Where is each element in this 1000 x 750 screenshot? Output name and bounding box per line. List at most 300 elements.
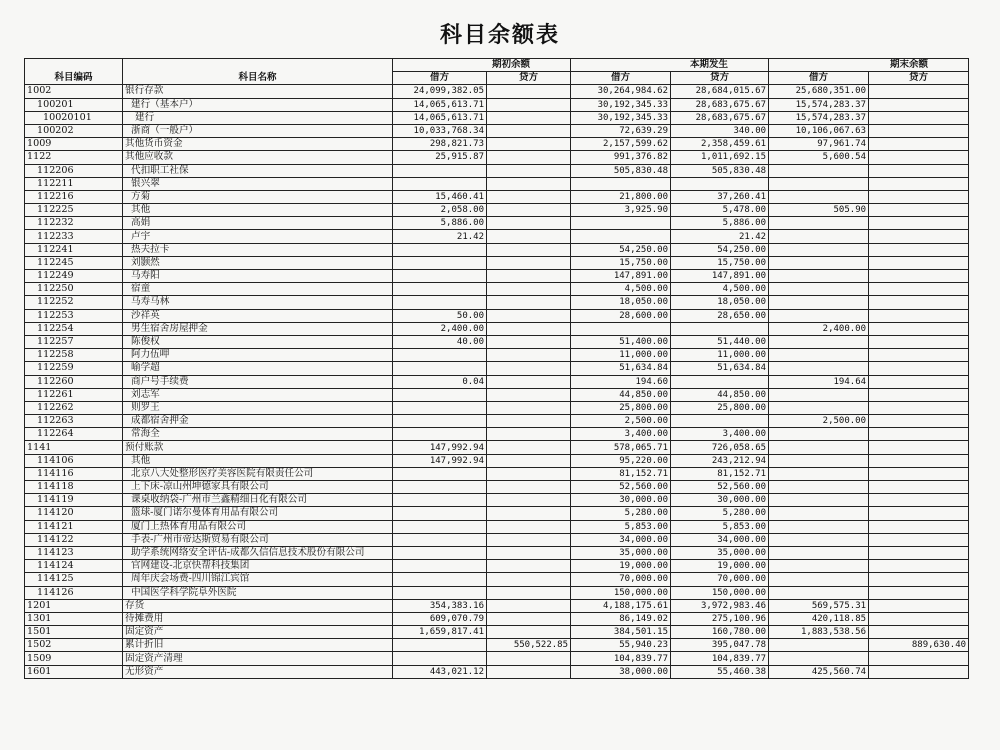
- cell-period-debit: 21,800.00: [571, 190, 671, 203]
- cell-opening-debit: [393, 546, 487, 559]
- cell-name: 厦门上热体育用品有限公司: [123, 520, 393, 533]
- table-row: [25, 151, 969, 164]
- cell-opening-debit: [393, 243, 487, 256]
- cell-closing-credit: [869, 85, 969, 98]
- cell-opening-credit: [487, 270, 571, 283]
- table-row: [25, 362, 969, 375]
- cell-period-debit: 30,192,345.33: [571, 111, 671, 124]
- table-row: [25, 639, 969, 652]
- cell-code: 114123: [25, 546, 123, 559]
- cell-period-credit: 15,750.00: [671, 256, 769, 269]
- cell-opening-debit: [393, 296, 487, 309]
- cell-period-debit: 15,750.00: [571, 256, 671, 269]
- table-row: [25, 177, 969, 190]
- cell-period-credit: 51,440.00: [671, 335, 769, 348]
- header-row-groups: [25, 59, 969, 72]
- cell-code: 100201: [25, 98, 123, 111]
- table-row: [25, 85, 969, 98]
- cell-name: 中国医学科学院阜外医院: [123, 586, 393, 599]
- cell-period-credit: 25,800.00: [671, 401, 769, 414]
- cell-period-debit: 25,800.00: [571, 401, 671, 414]
- cell-code: 100202: [25, 124, 123, 137]
- cell-opening-credit: [487, 612, 571, 625]
- cell-code: 114125: [25, 573, 123, 586]
- cell-closing-debit: [769, 560, 869, 573]
- cell-closing-credit: [869, 349, 969, 362]
- header-closing-credit: 贷方: [869, 72, 969, 85]
- cell-opening-credit: [487, 217, 571, 230]
- cell-period-debit: [571, 177, 671, 190]
- table-row: [25, 296, 969, 309]
- cell-opening-debit: 14,065,613.71: [393, 98, 487, 111]
- header-opening: 期初余额: [393, 59, 571, 72]
- header-closing: 期末余额: [769, 59, 969, 72]
- cell-opening-debit: [393, 639, 487, 652]
- table-row: [25, 454, 969, 467]
- cell-closing-debit: 505.90: [769, 204, 869, 217]
- cell-closing-credit: [869, 138, 969, 151]
- cell-period-debit: 30,264,984.62: [571, 85, 671, 98]
- cell-name: 浙商（一般户）: [123, 124, 393, 137]
- cell-period-credit: 5,886.00: [671, 217, 769, 230]
- table-row: [25, 533, 969, 546]
- cell-closing-credit: [869, 652, 969, 665]
- cell-period-credit: 395,047.78: [671, 639, 769, 652]
- cell-opening-debit: [393, 177, 487, 190]
- cell-name: 周年庆会场费-四川锦江宾馆: [123, 573, 393, 586]
- cell-period-credit: 2,358,459.61: [671, 138, 769, 151]
- cell-period-debit: 4,188,175.61: [571, 599, 671, 612]
- cell-closing-debit: [769, 190, 869, 203]
- cell-opening-debit: 609,070.79: [393, 612, 487, 625]
- cell-closing-credit: [869, 428, 969, 441]
- table-row: [25, 507, 969, 520]
- cell-period-credit: 340.00: [671, 124, 769, 137]
- cell-name: 手表-广州市帝达斯贸易有限公司: [123, 533, 393, 546]
- table-row: [25, 283, 969, 296]
- cell-period-debit: 194.60: [571, 375, 671, 388]
- cell-closing-debit: 15,574,283.37: [769, 98, 869, 111]
- cell-name: 建行: [123, 111, 393, 124]
- cell-opening-credit: [487, 494, 571, 507]
- cell-opening-credit: [487, 560, 571, 573]
- cell-opening-debit: [393, 494, 487, 507]
- cell-opening-credit: [487, 520, 571, 533]
- cell-code: 112258: [25, 349, 123, 362]
- cell-opening-credit: [487, 481, 571, 494]
- cell-opening-debit: [393, 415, 487, 428]
- cell-closing-debit: 420,118.85: [769, 612, 869, 625]
- cell-opening-credit: [487, 111, 571, 124]
- table-row: [25, 560, 969, 573]
- cell-opening-credit: [487, 151, 571, 164]
- cell-name: 马寿阳: [123, 270, 393, 283]
- cell-opening-credit: [487, 309, 571, 322]
- cell-code: 112241: [25, 243, 123, 256]
- cell-period-credit: 52,560.00: [671, 481, 769, 494]
- cell-closing-credit: [869, 243, 969, 256]
- cell-period-debit: [571, 322, 671, 335]
- cell-code: 1122: [25, 151, 123, 164]
- cell-closing-debit: [769, 401, 869, 414]
- cell-period-debit: 81,152.71: [571, 467, 671, 480]
- cell-code: 114121: [25, 520, 123, 533]
- cell-opening-debit: 147,992.94: [393, 441, 487, 454]
- cell-period-credit: 37,260.41: [671, 190, 769, 203]
- cell-closing-debit: 10,106,067.63: [769, 124, 869, 137]
- cell-period-credit: [671, 322, 769, 335]
- cell-name: 男生宿舍房屋押金: [123, 322, 393, 335]
- cell-period-credit: 150,000.00: [671, 586, 769, 599]
- table-body: [25, 85, 969, 678]
- cell-opening-credit: [487, 322, 571, 335]
- cell-name: 北京八大处整形医疗美容医院有限责任公司: [123, 467, 393, 480]
- cell-code: 112225: [25, 204, 123, 217]
- table-row: [25, 335, 969, 348]
- cell-name: 马寿马林: [123, 296, 393, 309]
- cell-code: 1201: [25, 599, 123, 612]
- cell-name: 存货: [123, 599, 393, 612]
- cell-closing-debit: [769, 217, 869, 230]
- cell-code: 112211: [25, 177, 123, 190]
- cell-name: 其他货币资金: [123, 138, 393, 151]
- cell-opening-credit: [487, 467, 571, 480]
- header-period: 本期发生: [571, 59, 769, 72]
- cell-name: 成都宿舍押金: [123, 415, 393, 428]
- cell-code: 1501: [25, 626, 123, 639]
- cell-period-credit: 81,152.71: [671, 467, 769, 480]
- cell-closing-debit: [769, 652, 869, 665]
- cell-period-credit: 4,500.00: [671, 283, 769, 296]
- cell-code: 112257: [25, 335, 123, 348]
- cell-opening-debit: 10,033,768.34: [393, 124, 487, 137]
- cell-period-debit: 28,600.00: [571, 309, 671, 322]
- cell-closing-credit: [869, 467, 969, 480]
- cell-period-credit: 147,891.00: [671, 270, 769, 283]
- cell-closing-debit: [769, 309, 869, 322]
- cell-opening-debit: 0.04: [393, 375, 487, 388]
- cell-closing-debit: 5,600.54: [769, 151, 869, 164]
- cell-closing-debit: 1,883,538.56: [769, 626, 869, 639]
- cell-opening-credit: [487, 349, 571, 362]
- table-row: [25, 124, 969, 137]
- cell-period-debit: 95,220.00: [571, 454, 671, 467]
- cell-closing-credit: [869, 230, 969, 243]
- cell-name: 上下床-凉山州坤德家具有限公司: [123, 481, 393, 494]
- cell-period-credit: 243,212.94: [671, 454, 769, 467]
- cell-period-debit: 30,000.00: [571, 494, 671, 507]
- cell-closing-debit: [769, 586, 869, 599]
- cell-code: 1601: [25, 665, 123, 678]
- cell-closing-credit: [869, 98, 969, 111]
- cell-period-debit: 86,149.02: [571, 612, 671, 625]
- cell-code: 114118: [25, 481, 123, 494]
- cell-closing-debit: 25,680,351.00: [769, 85, 869, 98]
- cell-closing-credit: 889,630.40: [869, 639, 969, 652]
- cell-closing-credit: [869, 599, 969, 612]
- cell-opening-debit: [393, 401, 487, 414]
- table-row: [25, 138, 969, 151]
- table-row: [25, 230, 969, 243]
- cell-code: 112263: [25, 415, 123, 428]
- cell-period-credit: 28,650.00: [671, 309, 769, 322]
- cell-code: 114122: [25, 533, 123, 546]
- cell-closing-debit: [769, 494, 869, 507]
- header-opening-credit: 贷方: [487, 72, 571, 85]
- cell-closing-debit: [769, 507, 869, 520]
- table-row: [25, 494, 969, 507]
- cell-period-credit: 275,100.96: [671, 612, 769, 625]
- cell-opening-credit: [487, 164, 571, 177]
- cell-code: 112216: [25, 190, 123, 203]
- cell-opening-debit: 5,886.00: [393, 217, 487, 230]
- cell-period-debit: 35,000.00: [571, 546, 671, 559]
- cell-closing-credit: [869, 546, 969, 559]
- table-row: [25, 481, 969, 494]
- cell-code: 112264: [25, 428, 123, 441]
- cell-period-debit: 44,850.00: [571, 388, 671, 401]
- cell-period-credit: 44,850.00: [671, 388, 769, 401]
- cell-name: 刘颢然: [123, 256, 393, 269]
- cell-name: 阿力伍呷: [123, 349, 393, 362]
- cell-name: 无形资产: [123, 665, 393, 678]
- cell-period-credit: 5,280.00: [671, 507, 769, 520]
- cell-period-credit: 55,460.38: [671, 665, 769, 678]
- cell-closing-credit: [869, 256, 969, 269]
- cell-name: 陈俊权: [123, 335, 393, 348]
- cell-closing-credit: [869, 415, 969, 428]
- cell-period-credit: 70,000.00: [671, 573, 769, 586]
- cell-period-credit: 28,683,675.67: [671, 111, 769, 124]
- cell-opening-credit: [487, 98, 571, 111]
- cell-period-debit: 38,000.00: [571, 665, 671, 678]
- cell-period-credit: 160,780.00: [671, 626, 769, 639]
- cell-closing-credit: [869, 533, 969, 546]
- cell-name: 高娟: [123, 217, 393, 230]
- cell-opening-debit: [393, 586, 487, 599]
- cell-closing-credit: [869, 151, 969, 164]
- cell-opening-credit: [487, 256, 571, 269]
- cell-closing-credit: [869, 494, 969, 507]
- cell-period-credit: 28,683,675.67: [671, 98, 769, 111]
- cell-code: 112249: [25, 270, 123, 283]
- table-row: [25, 111, 969, 124]
- cell-period-debit: 51,634.84: [571, 362, 671, 375]
- cell-closing-debit: [769, 467, 869, 480]
- cell-period-debit: 505,830.48: [571, 164, 671, 177]
- cell-period-debit: 104,839.77: [571, 652, 671, 665]
- cell-closing-credit: [869, 362, 969, 375]
- cell-code: 114116: [25, 467, 123, 480]
- cell-closing-credit: [869, 375, 969, 388]
- cell-closing-debit: [769, 296, 869, 309]
- cell-closing-debit: 2,400.00: [769, 322, 869, 335]
- cell-period-debit: 5,280.00: [571, 507, 671, 520]
- cell-period-debit: 3,925.90: [571, 204, 671, 217]
- cell-code: 112261: [25, 388, 123, 401]
- cell-period-credit: [671, 177, 769, 190]
- cell-name: 喻学超: [123, 362, 393, 375]
- cell-period-credit: 505,830.48: [671, 164, 769, 177]
- table-row: [25, 415, 969, 428]
- cell-opening-credit: [487, 283, 571, 296]
- cell-code: 112252: [25, 296, 123, 309]
- cell-closing-credit: [869, 441, 969, 454]
- cell-name: 累计折旧: [123, 639, 393, 652]
- cell-opening-debit: 15,460.41: [393, 190, 487, 203]
- table-row: [25, 217, 969, 230]
- cell-code: 112254: [25, 322, 123, 335]
- cell-closing-credit: [869, 573, 969, 586]
- balance-table: [24, 58, 969, 679]
- cell-closing-debit: 569,575.31: [769, 599, 869, 612]
- cell-opening-debit: [393, 573, 487, 586]
- cell-name: 其他: [123, 454, 393, 467]
- cell-period-debit: 52,560.00: [571, 481, 671, 494]
- cell-opening-credit: [487, 388, 571, 401]
- cell-period-credit: 35,000.00: [671, 546, 769, 559]
- cell-closing-credit: [869, 612, 969, 625]
- cell-code: 112250: [25, 283, 123, 296]
- cell-code: 1509: [25, 652, 123, 665]
- cell-opening-debit: [393, 362, 487, 375]
- cell-code: 1301: [25, 612, 123, 625]
- cell-opening-credit: [487, 375, 571, 388]
- cell-period-debit: 150,000.00: [571, 586, 671, 599]
- header-period-credit: 贷方: [671, 72, 769, 85]
- cell-opening-credit: [487, 124, 571, 137]
- cell-name: 固定资产: [123, 626, 393, 639]
- cell-closing-credit: [869, 401, 969, 414]
- cell-opening-debit: 1,659,817.41: [393, 626, 487, 639]
- cell-closing-debit: 2,500.00: [769, 415, 869, 428]
- cell-code: 1502: [25, 639, 123, 652]
- cell-opening-credit: [487, 586, 571, 599]
- cell-closing-debit: [769, 388, 869, 401]
- cell-period-credit: 28,684,015.67: [671, 85, 769, 98]
- cell-closing-credit: [869, 481, 969, 494]
- cell-closing-debit: [769, 177, 869, 190]
- cell-opening-credit: [487, 362, 571, 375]
- cell-closing-debit: [769, 573, 869, 586]
- cell-closing-credit: [869, 335, 969, 348]
- cell-closing-debit: 15,574,283.37: [769, 111, 869, 124]
- cell-code: 112233: [25, 230, 123, 243]
- cell-period-credit: 1,011,692.15: [671, 151, 769, 164]
- cell-closing-debit: [769, 428, 869, 441]
- cell-period-debit: 578,065.71: [571, 441, 671, 454]
- table-row: [25, 665, 969, 678]
- cell-opening-credit: [487, 507, 571, 520]
- cell-period-debit: 11,000.00: [571, 349, 671, 362]
- table-row: [25, 375, 969, 388]
- cell-name: 课桌收纳袋-广州市兰鑫精细日化有限公司: [123, 494, 393, 507]
- cell-opening-debit: [393, 560, 487, 573]
- cell-code: 112259: [25, 362, 123, 375]
- table-row: [25, 243, 969, 256]
- cell-period-debit: 54,250.00: [571, 243, 671, 256]
- cell-opening-credit: [487, 626, 571, 639]
- cell-opening-credit: [487, 401, 571, 414]
- cell-period-credit: [671, 415, 769, 428]
- table-row: [25, 467, 969, 480]
- cell-period-credit: 5,478.00: [671, 204, 769, 217]
- cell-opening-credit: [487, 415, 571, 428]
- cell-name: 沙祥英: [123, 309, 393, 322]
- cell-closing-credit: [869, 270, 969, 283]
- cell-opening-credit: [487, 652, 571, 665]
- cell-name: 官网建设-北京快帮科技集团: [123, 560, 393, 573]
- cell-opening-credit: [487, 138, 571, 151]
- cell-closing-debit: [769, 362, 869, 375]
- cell-opening-credit: [487, 296, 571, 309]
- cell-name: 宿童: [123, 283, 393, 296]
- cell-opening-credit: [487, 243, 571, 256]
- cell-period-debit: 147,891.00: [571, 270, 671, 283]
- cell-opening-credit: [487, 204, 571, 217]
- cell-code: 112232: [25, 217, 123, 230]
- cell-code: 112245: [25, 256, 123, 269]
- cell-name: 常海全: [123, 428, 393, 441]
- table-row: [25, 256, 969, 269]
- cell-opening-credit: [487, 454, 571, 467]
- cell-name: 银兴翠: [123, 177, 393, 190]
- cell-closing-credit: [869, 454, 969, 467]
- table-row: [25, 270, 969, 283]
- cell-name: 商户号手续费: [123, 375, 393, 388]
- cell-closing-debit: [769, 639, 869, 652]
- cell-period-credit: 51,634.84: [671, 362, 769, 375]
- cell-opening-credit: [487, 546, 571, 559]
- cell-code: 112262: [25, 401, 123, 414]
- cell-opening-debit: 25,915.87: [393, 151, 487, 164]
- cell-closing-credit: [869, 217, 969, 230]
- cell-code: 114124: [25, 560, 123, 573]
- table-row: [25, 164, 969, 177]
- table-row: [25, 428, 969, 441]
- cell-opening-debit: 2,400.00: [393, 322, 487, 335]
- cell-opening-debit: [393, 520, 487, 533]
- cell-period-credit: 3,972,983.46: [671, 599, 769, 612]
- cell-opening-debit: [393, 270, 487, 283]
- cell-closing-debit: [769, 533, 869, 546]
- cell-period-debit: 5,853.00: [571, 520, 671, 533]
- table-row: [25, 388, 969, 401]
- table-row: [25, 349, 969, 362]
- cell-opening-debit: [393, 164, 487, 177]
- cell-name: 助学系统网络安全评估-成都久信信息技术股份有限公司: [123, 546, 393, 559]
- cell-code: 114126: [25, 586, 123, 599]
- cell-closing-credit: [869, 665, 969, 678]
- cell-period-debit: 384,501.15: [571, 626, 671, 639]
- cell-opening-debit: [393, 481, 487, 494]
- cell-closing-debit: [769, 256, 869, 269]
- cell-opening-credit: [487, 335, 571, 348]
- table-row: [25, 546, 969, 559]
- cell-closing-debit: [769, 481, 869, 494]
- cell-period-debit: 34,000.00: [571, 533, 671, 546]
- cell-period-debit: 4,500.00: [571, 283, 671, 296]
- cell-closing-credit: [869, 560, 969, 573]
- cell-closing-debit: 194.64: [769, 375, 869, 388]
- table-row: [25, 573, 969, 586]
- cell-period-credit: 54,250.00: [671, 243, 769, 256]
- cell-name: 预付账款: [123, 441, 393, 454]
- cell-closing-credit: [869, 190, 969, 203]
- cell-opening-credit: [487, 441, 571, 454]
- cell-period-credit: 726,058.65: [671, 441, 769, 454]
- cell-opening-debit: 50.00: [393, 309, 487, 322]
